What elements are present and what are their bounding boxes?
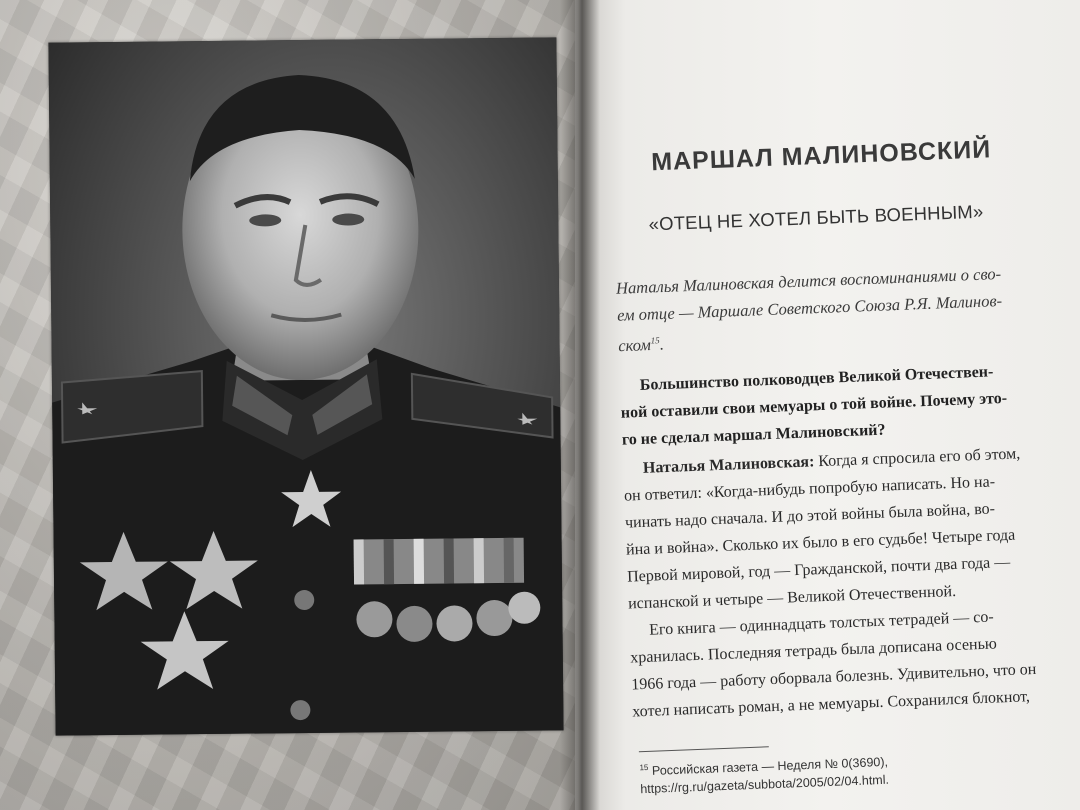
question-line: ной оставили свои мемуары о той войне. Почему это- bbox=[620, 389, 1008, 422]
footnote-source: Российская газета — Неделя № 0(3690), bbox=[648, 754, 889, 779]
answer-line: Первой мировой, год — Гражданской, почти два года — bbox=[626, 553, 1011, 586]
footnote-reference: 15 bbox=[650, 335, 660, 346]
question-line: го не сделал маршал Малиновский? bbox=[621, 421, 886, 449]
intro-line: Наталья Малиновская делится воспоминаниями о сво- bbox=[615, 264, 1002, 298]
chapter-title: МАРШАЛ МАЛИНОВСКИЙ bbox=[650, 135, 992, 177]
footnote-number: 15 bbox=[639, 762, 649, 773]
answer-line: он ответил: «Когда-нибудь попробую написать. Но на- bbox=[623, 473, 996, 505]
answer-paragraph-2 bbox=[629, 600, 1080, 726]
footnote-divider bbox=[639, 746, 769, 752]
interview-answer bbox=[623, 438, 1080, 726]
intro-paragraph bbox=[616, 257, 1080, 359]
answer-line: 1966 года — работу оборвала болезнь. Удивительно, что он bbox=[630, 660, 1037, 694]
answer-line: хранилась. Последняя тетрадь была дописана осенью bbox=[629, 635, 998, 667]
answer-line: Его книга — одиннадцать толстых тетрадей — со- bbox=[648, 608, 994, 639]
answer-paragraph-1 bbox=[623, 438, 1080, 618]
footnote-url[interactable]: https://rg.ru/gazeta/subbota/2005/02/04.html. bbox=[640, 772, 890, 797]
answer-line: хотел написать роман, а не мемуары. Сохранился блокнот, bbox=[632, 688, 1031, 721]
answer-line: йна и война». Сколько их было в его судьбе! Четыре года bbox=[625, 526, 1016, 559]
answer-line: чинать надо сначала. И до этой войны была война, во- bbox=[624, 500, 996, 532]
intro-line: ем отце — Маршале Советского Союза Р.Я. Малинов- bbox=[616, 290, 1003, 325]
interview-question bbox=[619, 355, 1080, 454]
intro-text: ском bbox=[617, 335, 652, 356]
chapter-subtitle: «ОТЕЦ НЕ ХОТЕЛ БЫТЬ ВОЕННЫМ» bbox=[648, 200, 984, 235]
answer-line: испанской и четыре — Великой Отечественной. bbox=[627, 582, 957, 613]
question-line: Большинство полководцев Великой Отечествен- bbox=[639, 363, 994, 394]
intro-period: . bbox=[659, 334, 665, 354]
answer-text: Когда я спросила его об этом, bbox=[814, 445, 1021, 471]
article-page bbox=[605, 0, 1080, 809]
footnote bbox=[639, 742, 1080, 799]
speaker-name: Наталья Малиновская: bbox=[642, 453, 815, 477]
book-gutter bbox=[560, 0, 600, 810]
marshal-portrait-photo bbox=[48, 37, 563, 735]
